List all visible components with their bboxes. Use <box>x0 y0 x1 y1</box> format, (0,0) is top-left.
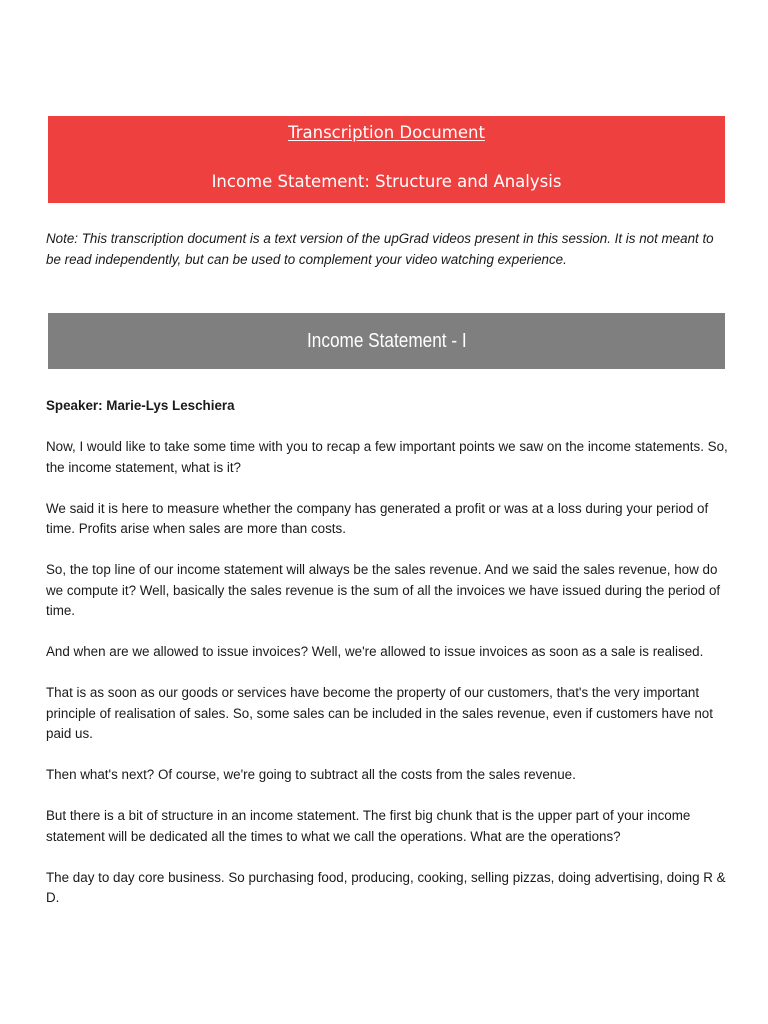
speaker-label: Speaker: Marie-Lys Leschiera <box>46 398 235 413</box>
transcript-paragraph: Then what's next? Of course, we're going to subtract all the costs from the sales revenue. <box>46 767 576 782</box>
transcript-paragraph: Now, I would like to take some time with you to recap a few important points we saw on the income statements. So, the income statement, what is it? <box>46 439 728 475</box>
document-header-banner <box>48 116 725 203</box>
transcript-paragraph: So, the top line of our income statement will always be the sales revenue. And we said the sales revenue, how do we compute it? Well, basically the sales revenue is the sum of all the invoices we have issued during the period of time. <box>46 562 721 618</box>
transcript-paragraph: But there is a bit of structure in an income statement. The first big chunk that is the upper part of your income statement will be dedicated all the times to what we call the operations. What are the operations? <box>46 808 691 844</box>
transcript-paragraph: And when are we allowed to issue invoices? Well, we're allowed to issue invoices as soon as a sale is realised. <box>46 644 704 659</box>
transcript-paragraph: The day to day core business. So purchasing food, producing, cooking, selling pizzas, doing advertising, doing R & D. <box>46 869 726 905</box>
transcription-note: Note: This transcription document is a text version of the upGrad videos present in this session. It is not meant to be read independently, but can be used to complement your video watching experience. <box>46 231 714 267</box>
transcript-paragraph: We said it is here to measure whether the company has generated a profit or was at a loss during your period of time. Profits arise when sales are more than costs. <box>46 500 709 536</box>
transcription-document-link[interactable]: Transcription Document <box>288 123 485 142</box>
section-header-banner <box>48 313 725 369</box>
document-title: Income Statement: Structure and Analysis <box>211 172 562 191</box>
section-title: Income Statement - I <box>306 330 467 352</box>
transcript-body <box>46 437 731 929</box>
transcript-paragraph: That is as soon as our goods or services have become the property of our customers, that's the very important principle of realisation of sales. So, some sales can be included in the sales revenue, even if customers have not paid us. <box>46 685 713 741</box>
